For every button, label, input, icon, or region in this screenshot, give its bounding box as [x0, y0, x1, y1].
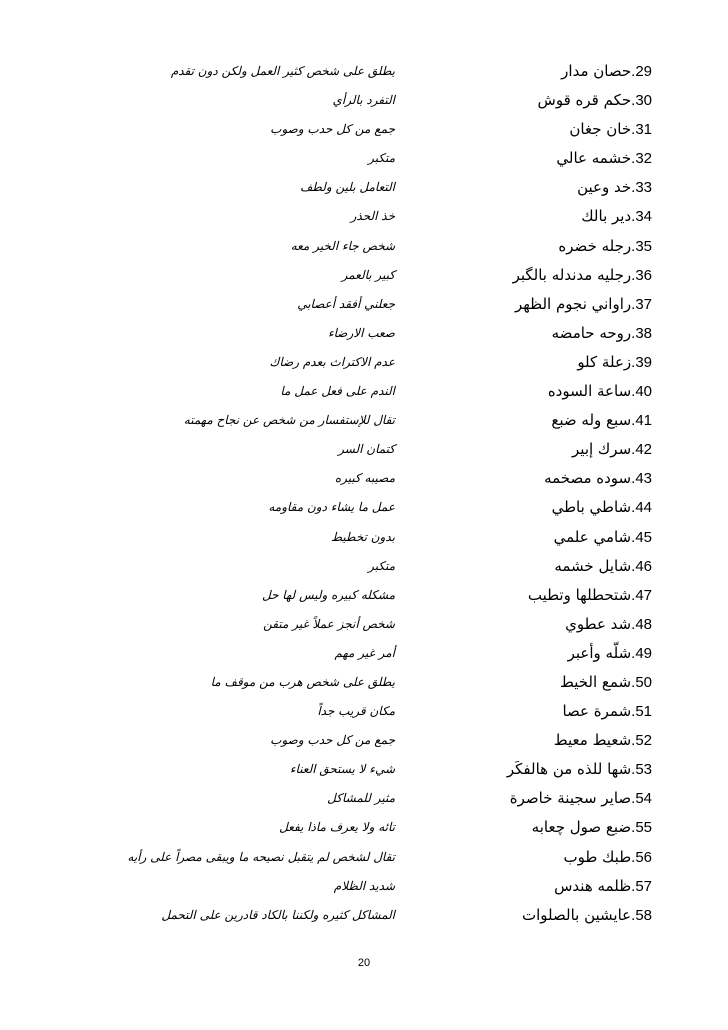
list-item: [60, 729, 660, 758]
proverb-number: 34.: [631, 208, 652, 226]
proverb-meaning: الندم على فعل عمل ما: [280, 384, 395, 399]
proverb-entry: [402, 906, 652, 924]
proverb-number: 49.: [631, 644, 652, 662]
proverb-meaning: كبير بالعمر: [341, 267, 395, 282]
proverb-meaning: عدم الاكتراث بعدم رضاك: [269, 354, 395, 369]
proverb-meaning: يطلق على شخص كثير العمل ولكن دون تقدم: [170, 64, 395, 78]
list-item: [60, 787, 660, 816]
proverb-entry: [402, 149, 652, 167]
proverb-meaning: صعب الارضاء: [327, 325, 395, 340]
proverb-meaning: جعلني أفقد أعصابي: [297, 296, 395, 311]
proverb-number: 52.: [631, 732, 652, 750]
proverb-meaning: المشاكل كثيره ولكننا بالكاد قادرين على التحمل: [161, 907, 395, 922]
proverb-text: حصان مدار: [561, 62, 632, 80]
proverb-text: شلّه وأعبر: [567, 643, 632, 662]
proverb-entry: [402, 789, 652, 807]
proverb-meaning: التعامل بلين ولطف: [300, 180, 395, 195]
proverb-entry: [402, 528, 652, 546]
proverb-entry: [402, 266, 652, 284]
proverb-number: 39.: [631, 353, 652, 371]
proverb-number: 50.: [631, 673, 652, 691]
proverb-entry: [402, 702, 652, 720]
proverb-entry: [402, 848, 652, 866]
list-item: [60, 118, 660, 147]
proverb-entry: [402, 237, 652, 255]
proverb-text: خد وعين: [577, 178, 632, 197]
proverb-number: 31.: [631, 121, 652, 139]
list-item: [60, 351, 660, 380]
proverb-list: [60, 60, 660, 933]
proverb-text: روحه حامضه: [551, 323, 632, 342]
proverb-number: 36.: [631, 266, 652, 284]
proverb-text: خشمه عالي: [556, 149, 632, 168]
list-item: [60, 467, 660, 496]
page-number: 20: [357, 957, 371, 969]
proverb-number: 47.: [631, 586, 652, 604]
proverb-meaning: خذ الحذر: [350, 209, 395, 224]
proverb-meaning: مشكله كبيره وليس لها حل: [261, 587, 395, 602]
proverb-entry: [402, 440, 652, 458]
proverb-entry: [402, 586, 652, 604]
proverb-meaning: شيء لا يستحق العناء: [289, 762, 395, 777]
proverb-meaning: تقال للإستفسار من شخص عن نجاح مهمته: [183, 413, 395, 428]
proverb-entry: [402, 411, 652, 429]
list-item: [60, 526, 660, 555]
proverb-number: 41.: [631, 412, 652, 430]
proverb-text: دير بالك: [581, 207, 632, 226]
proverb-entry: [402, 382, 652, 400]
proverb-number: 53.: [631, 761, 652, 779]
list-item: [60, 816, 660, 845]
proverb-meaning: تائه ولا يعرف ماذا يفعل: [279, 820, 395, 835]
proverb-number: 42.: [631, 441, 652, 459]
proverb-meaning: متكبر: [368, 151, 395, 166]
proverb-entry: [402, 469, 652, 487]
proverb-meaning: تقال لشخص لم يتقبل نصيحه ما ويبقى مصراً على رأيه: [127, 849, 395, 864]
proverb-number: 45.: [631, 528, 652, 546]
list-item: [60, 322, 660, 351]
proverb-meaning: مثير للمشاكل: [327, 791, 395, 806]
proverb-text: خان جغان: [569, 120, 632, 139]
proverb-meaning: مصيبه كبيره: [334, 471, 395, 486]
list-item: [60, 205, 660, 234]
proverb-number: 37.: [631, 295, 652, 313]
proverb-text: شد عطوي: [565, 614, 632, 633]
proverb-text: سرك إبير: [572, 440, 632, 459]
proverb-meaning: شخص جاء الخير معه: [290, 238, 395, 253]
list-item: [60, 846, 660, 875]
proverb-entry: [402, 731, 652, 749]
list-item: [60, 613, 660, 642]
list-item: [60, 700, 660, 729]
proverb-entry: [402, 120, 652, 138]
proverb-number: 48.: [631, 615, 652, 633]
proverb-entry: [402, 557, 652, 575]
proverb-meaning: شخص أنجز عملاً غير متقن: [263, 616, 395, 631]
proverb-text: ظلمه هندس: [554, 876, 632, 895]
list-item: [60, 584, 660, 613]
proverb-meaning: متكبر: [368, 558, 395, 573]
proverb-number: 44.: [631, 499, 652, 517]
list-item: [60, 758, 660, 787]
proverb-meaning: جمع من كل حدب وصوب: [270, 733, 395, 748]
proverb-entry: [402, 62, 652, 80]
proverb-number: 51.: [631, 703, 652, 721]
proverb-text: راواني نجوم الظهر: [514, 294, 632, 313]
proverb-number: 56.: [631, 848, 652, 866]
proverb-text: شها للذه من هالفكَر: [506, 760, 632, 779]
proverb-number: 46.: [631, 557, 652, 575]
proverb-meaning: التفرد بالرأي: [332, 93, 395, 108]
list-item: [60, 642, 660, 671]
proverb-text: ساعة السوده: [547, 382, 632, 401]
proverb-text: صاير سجينة خاصرة: [509, 789, 632, 808]
proverb-number: 43.: [631, 470, 652, 488]
proverb-text: شايل خشمه: [554, 556, 632, 575]
proverb-entry: [402, 877, 652, 895]
proverb-number: 29.: [631, 63, 652, 80]
proverb-meaning: أمر غير مهم: [334, 645, 395, 660]
list-item: [60, 496, 660, 525]
proverb-number: 38.: [631, 324, 652, 342]
proverb-text: شعيط معيط: [553, 731, 632, 750]
proverb-text: شاطي باطي: [551, 498, 632, 517]
proverb-number: 33.: [631, 179, 652, 197]
proverb-entry: [402, 818, 652, 836]
list-item: [60, 60, 660, 89]
proverb-entry: [402, 615, 652, 633]
proverb-entry: [402, 644, 652, 662]
proverb-number: 57.: [631, 877, 652, 895]
proverb-text: شمرة عصا: [562, 702, 632, 721]
proverb-text: طبك طوب: [563, 847, 632, 866]
proverb-text: ضبع صول چعابه: [531, 818, 632, 837]
proverb-entry: [402, 295, 652, 313]
proverb-number: 58.: [631, 906, 652, 924]
proverb-text: حكم قره قوش: [537, 91, 632, 110]
list-item: [60, 89, 660, 118]
proverb-text: رجله خضره: [558, 236, 632, 255]
proverb-meaning: يطلق على شخص هرب من موقف ما: [210, 674, 395, 689]
proverb-meaning: مكان قريب جداً: [317, 704, 395, 719]
list-item: [60, 176, 660, 205]
list-item: [60, 555, 660, 584]
list-item: [60, 409, 660, 438]
list-item: [60, 438, 660, 467]
proverb-number: 54.: [631, 790, 652, 808]
list-item: [60, 875, 660, 904]
proverb-text: رجليه مدندله بالگبر: [512, 265, 632, 284]
proverb-meaning: جمع من كل حدب وصوب: [270, 122, 395, 137]
proverb-number: 55.: [631, 819, 652, 837]
list-item: [60, 904, 660, 933]
proverb-meaning: عمل ما يشاء دون مقاومه: [268, 500, 395, 515]
proverb-number: 32.: [631, 150, 652, 168]
proverb-text: سوده مصخمه: [544, 469, 632, 488]
proverb-text: شتحطلها وتطيب: [527, 585, 632, 604]
proverb-entry: [402, 207, 652, 225]
proverb-number: 30.: [631, 92, 652, 110]
list-item: [60, 671, 660, 700]
list-item: [60, 380, 660, 409]
proverb-text: شمع الخيط: [559, 672, 632, 691]
proverb-meaning: بدون تخطيط: [330, 529, 395, 544]
proverb-text: سبع وله ضبع: [551, 411, 632, 430]
proverb-text: زعلة كلو: [577, 352, 632, 371]
proverb-meaning: كتمان السر: [338, 442, 395, 457]
proverb-number: 40.: [631, 383, 652, 401]
proverb-entry: [402, 324, 652, 342]
list-item: [60, 147, 660, 176]
proverb-entry: [402, 760, 652, 778]
list-item: [60, 264, 660, 293]
list-item: [60, 293, 660, 322]
proverb-text: شامي علمي: [553, 527, 632, 546]
proverb-number: 35.: [631, 237, 652, 255]
proverb-entry: [402, 673, 652, 691]
proverb-entry: [402, 91, 652, 109]
proverb-entry: [402, 353, 652, 371]
list-item: [60, 235, 660, 264]
proverb-meaning: شديد الظلام: [333, 878, 395, 893]
proverb-entry: [402, 178, 652, 196]
proverb-text: عايشين بالصلوات: [522, 905, 632, 924]
proverb-entry: [402, 498, 652, 516]
